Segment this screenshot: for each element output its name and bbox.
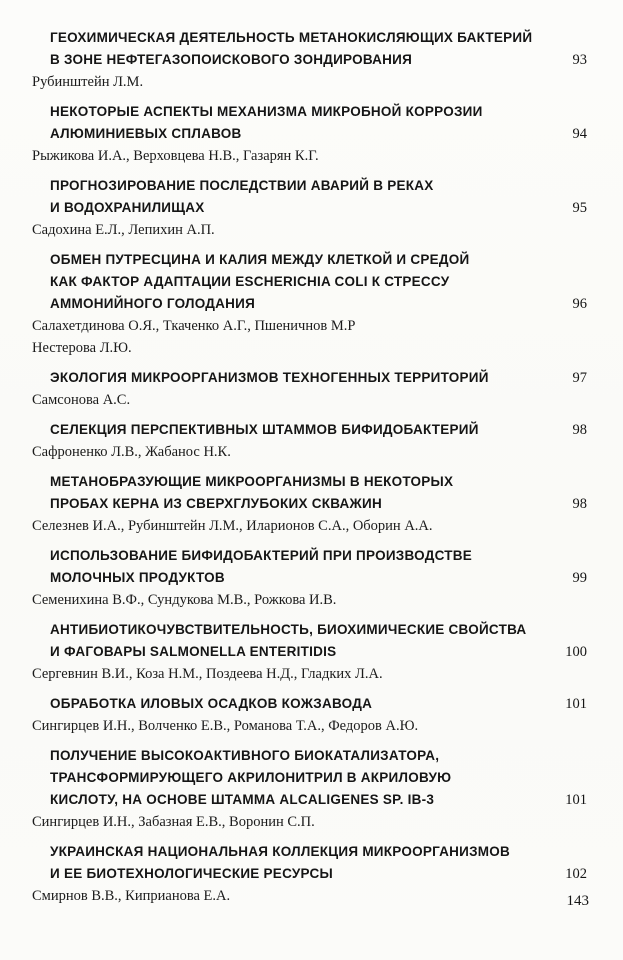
entry-author-line: Сингирцев И.Н., Забазная Е.В., Воронин С.П. (32, 814, 315, 830)
entry-head (32, 419, 587, 441)
toc-entry (32, 419, 587, 463)
entry-page-number: 102 (565, 866, 587, 882)
entry-title (32, 545, 551, 589)
entry-page-number: 93 (572, 52, 587, 68)
entry-title-line: КАК ФАКТОР АДАПТАЦИИ ESCHERICHIA COLI К СТРЕССУ (50, 274, 450, 289)
entry-authors (32, 885, 587, 907)
entry-title (32, 101, 551, 145)
entry-title (32, 745, 551, 811)
entry-title-line: И ФАГОВАРЫ SALMONELLA ENTERITIDIS (50, 644, 337, 659)
entry-title-line: НЕКОТОРЫЕ АСПЕКТЫ МЕХАНИЗМА МИКРОБНОЙ КОРРОЗИИ (50, 104, 483, 119)
entry-authors (32, 663, 587, 685)
entry-authors (32, 589, 587, 611)
entry-page-number: 96 (572, 296, 587, 312)
entry-title (32, 249, 551, 315)
entry-author-line: Садохина Е.Л., Лепихин А.П. (32, 222, 215, 238)
entry-author-line: Смирнов В.В., Киприанова Е.А. (32, 888, 231, 904)
entry-head (32, 619, 587, 663)
entry-title-line: АЛЮМИНИЕВЫХ СПЛАВОВ (50, 126, 242, 141)
entry-title-line: ГЕОХИМИЧЕСКАЯ ДЕЯТЕЛЬНОСТЬ МЕТАНОКИСЛЯЮЩИХ БАКТЕРИЙ (50, 30, 533, 45)
toc-entry (32, 619, 587, 685)
toc-entry (32, 101, 587, 167)
entry-title-line: ЭКОЛОГИЯ МИКРООРГАНИЗМОВ ТЕХНОГЕННЫХ ТЕРРИТОРИЙ (50, 370, 489, 385)
entry-author-line: Селезнев И.А., Рубинштейн Л.М., Иларионов С.А., Оборин А.А. (32, 518, 433, 534)
entry-head (32, 175, 587, 219)
entry-authors (32, 315, 587, 359)
entry-head (32, 841, 587, 885)
entry-title-line: АММОНИЙНОГО ГОЛОДАНИЯ (50, 296, 256, 311)
page-folio-number: 143 (566, 893, 589, 909)
entry-title-line: КИСЛОТУ, НА ОСНОВЕ ШТАММА ALCALIGENES SP. IB-3 (50, 792, 435, 807)
entry-title (32, 693, 551, 715)
entry-title-line: МЕТАНОБРАЗУЮЩИЕ МИКРООРГАНИЗМЫ В НЕКОТОРЫХ (50, 474, 454, 489)
toc-entry (32, 249, 587, 359)
entry-title (32, 419, 551, 441)
entry-author-line: Салахетдинова О.Я., Ткаченко А.Г., Пшеничнов М.Р (32, 318, 356, 334)
entry-title (32, 175, 551, 219)
entry-page-number: 99 (572, 570, 587, 586)
entry-title-line: ПРОГНОЗИРОВАНИЕ ПОСЛЕДСТВИИ АВАРИЙ В РЕКАХ (50, 178, 434, 193)
entry-page-number: 95 (572, 200, 587, 216)
entry-author-line: Сафроненко Л.В., Жабанос Н.К. (32, 444, 231, 460)
entry-page-number: 98 (572, 422, 587, 438)
entry-title-line: И ЕЕ БИОТЕХНОЛОГИЧЕСКИЕ РЕСУРСЫ (50, 866, 333, 881)
entry-title-line: ОБМЕН ПУТРЕСЦИНА И КАЛИЯ МЕЖДУ КЛЕТКОЙ И СРЕДОЙ (50, 252, 470, 267)
toc-entry (32, 693, 587, 737)
toc-entry (32, 367, 587, 411)
entry-authors (32, 515, 587, 537)
toc-entry (32, 745, 587, 833)
toc-entry (32, 841, 587, 907)
entry-page-number: 97 (572, 370, 587, 386)
entry-title-line: СЕЛЕКЦИЯ ПЕРСПЕКТИВНЫХ ШТАММОВ БИФИДОБАКТЕРИЙ (50, 422, 479, 437)
toc-entry (32, 27, 587, 93)
toc-entry (32, 175, 587, 241)
entry-title-line: ИСПОЛЬЗОВАНИЕ БИФИДОБАКТЕРИЙ ПРИ ПРОИЗВОДСТВЕ (50, 548, 473, 563)
entry-author-line: Сергевнин В.И., Коза Н.М., Поздеева Н.Д., Гладких Л.А. (32, 666, 383, 682)
entry-head (32, 471, 587, 515)
entry-author-line: Сингирцев И.Н., Волченко Е.В., Романова Т.А., Федоров А.Ю. (32, 718, 419, 734)
entry-page-number: 98 (572, 496, 587, 512)
entry-title-line: ОБРАБОТКА ИЛОВЫХ ОСАДКОВ КОЖЗАВОДА (50, 696, 373, 711)
entry-title (32, 367, 551, 389)
entry-author-line: Семенихина В.Ф., Сундукова М.В., Рожкова И.В. (32, 592, 337, 608)
entry-title-line: В ЗОНЕ НЕФТЕГАЗОПОИСКОВОГО ЗОНДИРОВАНИЯ (50, 52, 413, 67)
entry-title (32, 27, 551, 71)
entry-head (32, 249, 587, 315)
entry-title (32, 619, 551, 663)
entry-page-number: 100 (565, 644, 587, 660)
entry-page-number: 101 (565, 792, 587, 808)
entry-authors (32, 219, 587, 241)
toc-entry (32, 471, 587, 537)
entry-authors (32, 441, 587, 463)
entry-title-line: ТРАНСФОРМИРУЮЩЕГО АКРИЛОНИТРИЛ В АКРИЛОВУЮ (50, 770, 452, 785)
entry-authors (32, 145, 587, 167)
entry-head (32, 745, 587, 811)
entry-authors (32, 811, 587, 833)
entry-page-number: 101 (565, 696, 587, 712)
entry-title (32, 471, 551, 515)
entry-title (32, 841, 551, 885)
toc-entry (32, 545, 587, 611)
entry-head (32, 367, 587, 389)
entry-title-line: УКРАИНСКАЯ НАЦИОНАЛЬНАЯ КОЛЛЕКЦИЯ МИКРООРГАНИЗМОВ (50, 844, 511, 859)
entry-title-line: ПОЛУЧЕНИЕ ВЫСОКОАКТИВНОГО БИОКАТАЛИЗАТОРА, (50, 748, 440, 763)
entry-head (32, 693, 587, 715)
entry-page-number: 94 (572, 126, 587, 142)
entry-authors (32, 715, 587, 737)
entry-author-line: Рыжикова И.А., Верховцева Н.В., Газарян К.Г. (32, 148, 319, 164)
entry-head (32, 27, 587, 71)
entry-author-line: Нестерова Л.Ю. (32, 340, 132, 356)
entry-title-line: МОЛОЧНЫХ ПРОДУКТОВ (50, 570, 225, 585)
entry-author-line: Самсонова А.С. (32, 392, 131, 408)
entry-authors (32, 389, 587, 411)
entry-author-line: Рубинштейн Л.М. (32, 74, 144, 90)
entry-authors (32, 71, 587, 93)
entry-head (32, 545, 587, 589)
entry-title-line: ПРОБАХ КЕРНА ИЗ СВЕРХГЛУБОКИХ СКВАЖИН (50, 496, 382, 511)
entry-head (32, 101, 587, 145)
entry-title-line: И ВОДОХРАНИЛИЩАХ (50, 200, 205, 215)
entry-title-line: АНТИБИОТИКОЧУВСТВИТЕЛЬНОСТЬ, БИОХИМИЧЕСКИЕ СВОЙСТВА (50, 622, 527, 637)
